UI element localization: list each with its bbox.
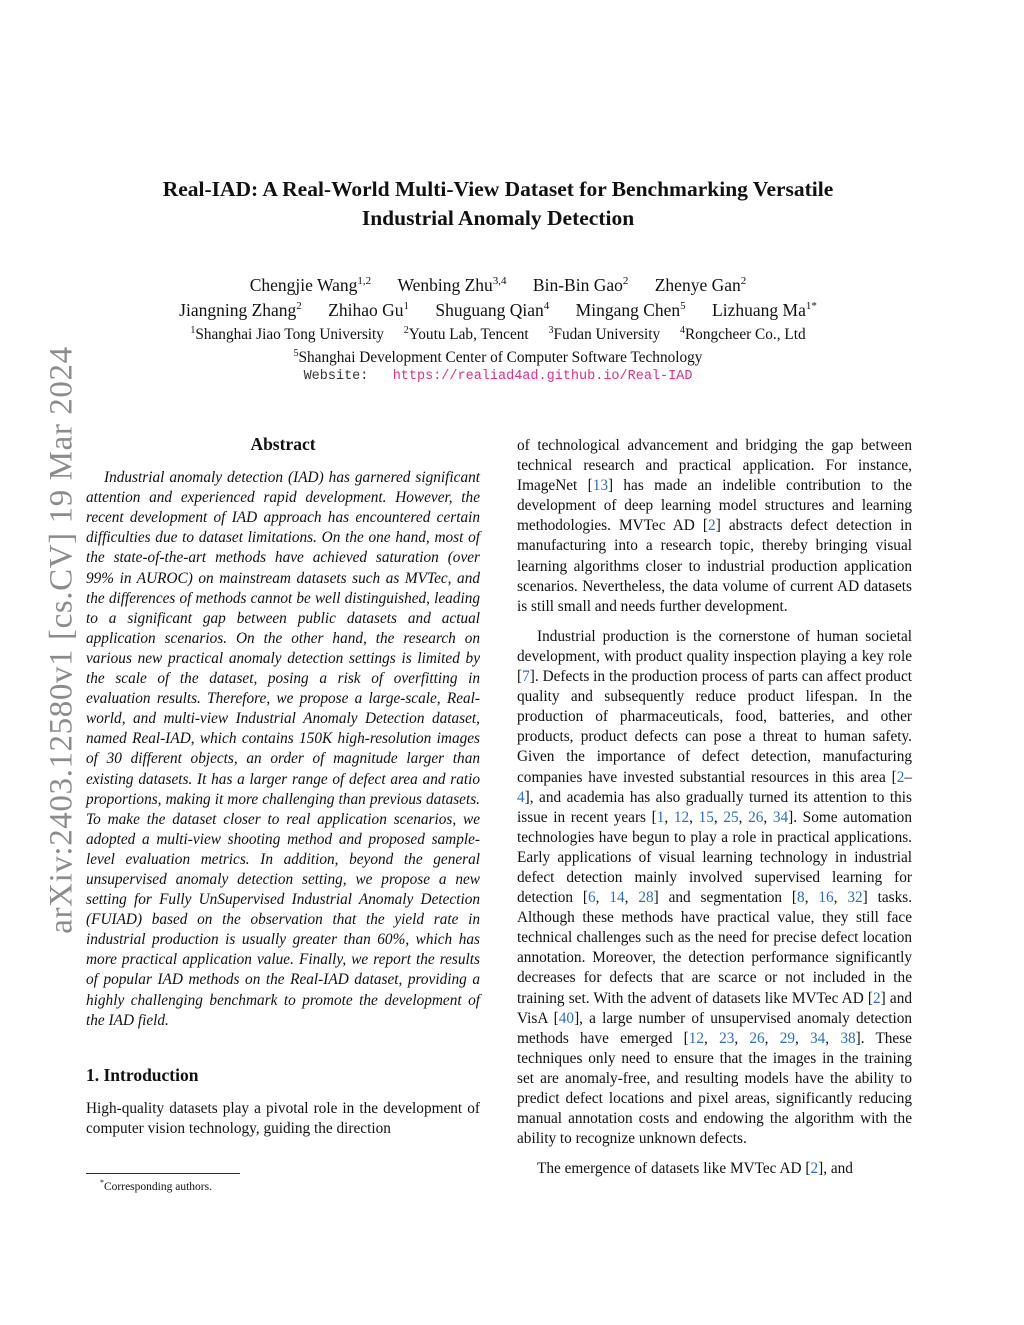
paragraph-text: ,	[689, 808, 699, 826]
authors-row-2	[110, 295, 886, 321]
paragraph	[517, 627, 912, 1149]
affiliation: $^1$Shanghai Jiao Tong University	[190, 325, 384, 344]
citation-link[interactable]: 15	[698, 808, 714, 826]
paragraph-text: ,	[624, 889, 639, 907]
paragraph-text: ,	[734, 1029, 750, 1047]
author: Zhihao Gu$^1$	[328, 299, 409, 320]
website-label: Website:	[303, 369, 369, 384]
paragraph-text: ,	[794, 1029, 810, 1047]
citation-link[interactable]: 4	[517, 788, 525, 806]
paper-title	[110, 175, 886, 233]
paragraph-text: ] tasks. Although these methods have practical value, they still face technical challenges such as the need for precise defect location annotation. Moreover, the detection performance significantly decreases for defects that are scarce or not included in the training set. With the advent of datasets like MVTec AD [	[517, 889, 913, 1007]
title-line-2: Industrial Anomaly Detection	[361, 206, 635, 230]
abstract-body: Industrial anomaly detection (IAD) has garnered significant attention and experienced rapid development. However, the recent development of IAD approach has encountered certain difficulties due to dataset limitations. On the one hand, most of the state-of-the-art methods have achieved saturation (over 99% in AUROC) on mainstream datasets such as MVTec, and the differences of methods cannot be well distinguished, leading to a significant gap between public datasets and actual application scenarios. On the other hand, the research on various new practical anomaly detection settings is limited by the scale of the dataset, posing a risk of overfitting in evaluation results. Therefore, we propose a large-scale, Real-world, and multi-view Industrial Anomaly Detection dataset, named Real-IAD, which contains 150K high-resolution images of 30 different objects, an order of magnitude larger than existing datasets. It has a larger range of defect area and ratio proportions, making it more challenging than previous datasets. To make the dataset closer to real application scenarios, we adopted a multi-view shooting method and proposed sample-level evaluation metrics. In addition, beyond the general unsupervised anomaly detection setting, we propose a new setting for Fully UnSupervised Industrial Anomaly Detection (FUIAD) based on the observation that the yield rate in industrial production is usually greater than 60%, which has more practical application value. Finally, we report the results of popular IAD methods on the Real-IAD dataset, providing a highly challenging benchmark to promote the development of the IAD field.	[86, 469, 480, 1029]
paragraph-text: ,	[713, 808, 724, 826]
paragraph-text: ] has made an indelible contribution to the development of deep learning model structures and learning methodologies. MVTec AD [	[517, 477, 912, 535]
paragraph-text: ], a large number of unsupervised anomaly detection methods have emerged [	[517, 1009, 913, 1047]
author: Chengjie Wang$^{1,2}$	[249, 274, 372, 295]
paragraph-text: ,	[833, 889, 848, 907]
website-line	[110, 369, 886, 384]
paragraph-text: Industrial production is the cornerstone of human societal development, with product quality inspection playing a key role [	[517, 627, 912, 686]
paragraph-text: ] and segmentation [	[653, 889, 798, 907]
paragraph-text: ,	[738, 808, 749, 826]
arxiv-stamp-text: arXiv:2403.12580v1 [cs.CV] 19 Mar 2024	[43, 346, 80, 934]
paragraph-text: ]. Defects in the production process of parts can affect product quality and subsequently reduce product lifespan. In the production of pharmaceuticals, food, batteries, and other products, product defects can pose a threat to human safety. Given the importance of defect detection, manufacturing companies have invested substantial resources in this area [	[517, 668, 912, 786]
citation-link[interactable]: 7	[522, 668, 530, 686]
website-link[interactable]: https://realiad4ad.github.io/Real-IAD	[392, 369, 693, 384]
citation-link[interactable]: 2	[896, 768, 905, 786]
citation-link[interactable]: 25	[723, 808, 739, 826]
author: Mingang Chen$^5$	[575, 299, 686, 320]
paragraph-text: The emergence of datasets like MVTec AD [	[537, 1160, 811, 1178]
paragraph-text: ]. Some automation technologies have begun to play a role in practical applications. Early applications of visual learning technology in industrial defect detection mainly involved supervised learning for detection [	[517, 808, 912, 907]
citation-link[interactable]: 29	[779, 1029, 795, 1047]
paragraph-text: ,	[763, 808, 773, 826]
citation-link[interactable]: 40	[558, 1009, 575, 1027]
paragraph-text: ,	[704, 1029, 720, 1047]
author: Wenbing Zhu$^{3,4}$	[397, 274, 507, 295]
paragraph-text: ]. These techniques only need to ensure that the images in the training set are anomaly-free, and resulting models have the ability to predict defect locations and pixel areas, significantly reducing manual annotation costs and endowing the algorithm with the ability to recognize unknown defects.	[517, 1029, 912, 1148]
citation-link[interactable]: 32	[847, 889, 863, 907]
affiliation: $^2$Youtu Lab, Tencent	[403, 325, 529, 344]
citation-link[interactable]: 28	[638, 889, 654, 907]
footnote: *Corresponding authors.	[100, 1178, 212, 1193]
citation-link[interactable]: 6	[588, 889, 596, 907]
paragraph-text: ] abstracts defect detection in manufacturing into a research topic, thereby bringing visual learning algorithms closer to industrial production application scenarios. Nevertheless, the data volume of current AD datasets is still small and needs further development.	[517, 517, 912, 615]
citation-link[interactable]: 8	[797, 889, 805, 907]
paragraph-text: ,	[595, 889, 610, 907]
footnote-rule	[86, 1173, 240, 1174]
citation-link[interactable]: 34	[772, 808, 789, 826]
author: Bin-Bin Gao$^2$	[532, 274, 629, 295]
citation-link[interactable]: 1	[656, 808, 665, 826]
intro-paragraph: High-quality datasets play a pivotal role in the development of computer vision technology, guiding the direction	[86, 1099, 480, 1137]
affiliation: $^5$Shanghai Development Center of Computer Software Technology	[293, 348, 703, 367]
author: Zhenye Gan$^2$	[654, 274, 747, 295]
paragraph-text: ], and	[818, 1160, 853, 1178]
citation-link[interactable]: 12	[673, 808, 690, 826]
citation-link[interactable]: 2	[873, 989, 881, 1007]
citation-link[interactable]: 16	[818, 889, 834, 907]
author: Lizhuang $Ma^{1*}$	[712, 299, 817, 320]
title-line-1: Real-IAD: A Real-World Multi-View Dataset for Benchmarking Versatile	[162, 177, 834, 201]
citation-link[interactable]: 26	[748, 808, 764, 826]
citation-link[interactable]: 23	[719, 1029, 735, 1047]
citation-link[interactable]: 13	[592, 477, 608, 495]
citation-link[interactable]: 2	[810, 1160, 819, 1178]
abstract-heading: Abstract	[250, 434, 316, 454]
citation-link[interactable]: 14	[609, 889, 625, 907]
author: Jiangning Zhang$^2$	[179, 299, 302, 320]
paragraph	[517, 1159, 912, 1179]
paragraph-text: ,	[804, 889, 819, 907]
author: Shuguang Qian$^4$	[435, 299, 550, 320]
paragraph-text: ], and academia has also gradually turned its attention to this issue in recent years [	[517, 788, 912, 826]
affiliations-row-1	[110, 321, 886, 345]
paragraph-text: ,	[825, 1029, 841, 1047]
affiliation: $^4$Rongcheer Co., Ltd	[679, 325, 806, 344]
citation-link[interactable]: 12	[688, 1029, 705, 1047]
paragraph-text: ,	[664, 808, 674, 826]
paragraph-text: –	[904, 768, 912, 786]
citation-link[interactable]: 34	[810, 1029, 826, 1047]
section-heading-introduction: 1. Introduction	[86, 1064, 199, 1085]
affiliation: $^3$Fudan University	[548, 325, 661, 344]
citation-link[interactable]: 38	[840, 1029, 856, 1047]
paragraph-text: of technological advancement and bridging the gap between technical research and practical application. For instance, ImageNet [	[517, 437, 912, 495]
citation-link[interactable]: 26	[749, 1029, 765, 1047]
paragraph	[517, 436, 912, 617]
citation-link[interactable]: 2	[708, 517, 716, 535]
paragraph-text: ,	[764, 1029, 780, 1047]
left-column	[86, 434, 480, 1149]
affiliations-row-2	[110, 344, 886, 368]
paragraph-text: ] and VisA [	[517, 989, 912, 1027]
right-column	[517, 436, 912, 1189]
authors-row-1	[110, 270, 886, 296]
